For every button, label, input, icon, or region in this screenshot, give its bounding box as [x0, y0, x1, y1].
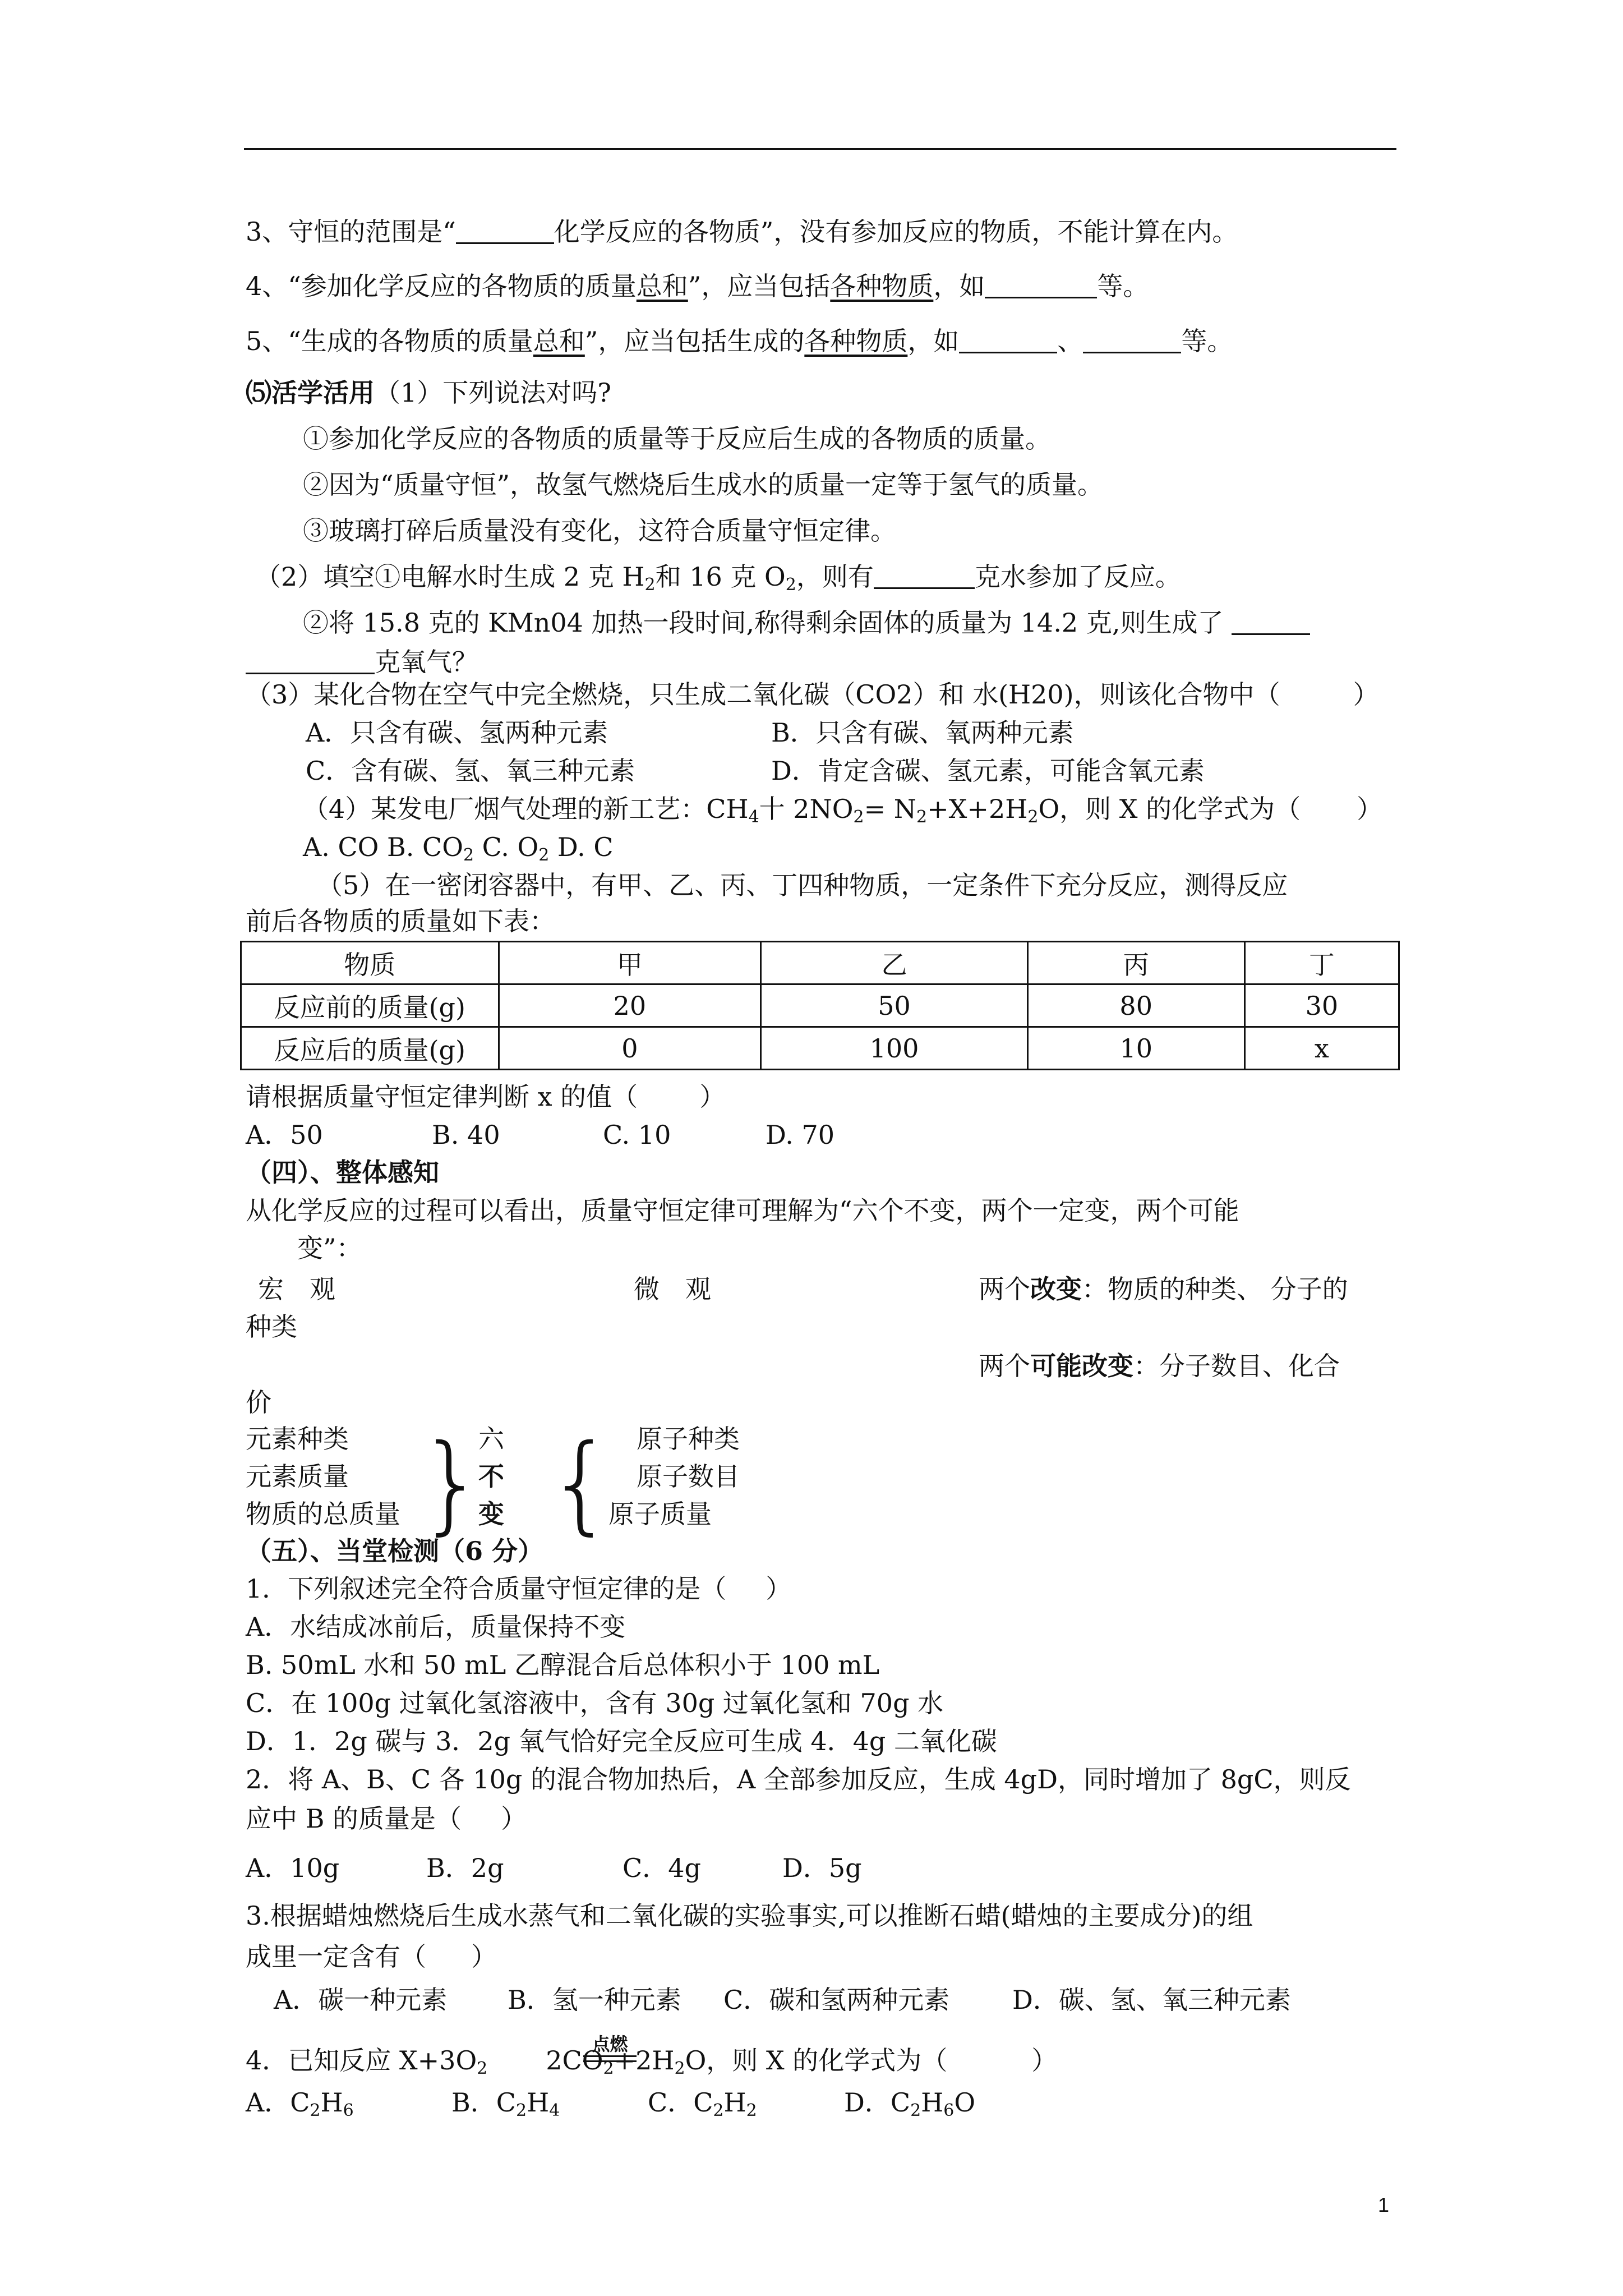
- s5-q2-line1: 2．将 A、B、C 各 10g 的混合物加热后，A 全部参加反应，生成 4gD，同时增加了 8gC，则反: [246, 1764, 1351, 1795]
- subscript: 2: [785, 575, 796, 595]
- q3-option-c[interactable]: C．含有碳、氢、氧三种元素: [306, 756, 635, 786]
- item-4-text-b: ”，应当包括: [688, 271, 831, 301]
- subscript: 2: [713, 2101, 724, 2120]
- item-4-underline-a: 总和: [636, 271, 688, 301]
- blank[interactable]: [246, 650, 375, 674]
- maybe-change-line: [979, 1349, 1340, 1383]
- subscript: 4: [748, 807, 759, 827]
- s5-q4-option-a[interactable]: [246, 2086, 354, 2119]
- header-rule: [244, 148, 1396, 150]
- s5-q1-option-c[interactable]: C．在 100g 过氧化氢溶液中，含有 30g 过氧化氢和 70g 水: [246, 1688, 944, 1718]
- q3-close: ）: [1353, 679, 1379, 710]
- s5-q3-option-d[interactable]: D．碳、氢、氧三种元素: [1012, 1985, 1291, 2015]
- right-brace-icon: }: [418, 1421, 486, 1545]
- opt-text: B．C: [451, 2087, 516, 2118]
- x-option-d[interactable]: D. 70: [766, 1120, 835, 1150]
- subscript: 2: [916, 807, 928, 827]
- item-3: [246, 215, 1238, 249]
- opt-text: C．C: [648, 2087, 713, 2118]
- q2b-text: ②将 15.8 克的 KMn04 加热一段时间,称得剩余固体的质量为 14.2 克,则生成了: [303, 608, 1224, 638]
- maybe-pre: 两个: [979, 1351, 1030, 1381]
- opt-text: H: [723, 2087, 746, 2118]
- item-3-text-a: 3、守恒的范围是“: [246, 217, 456, 247]
- q3-option-d[interactable]: D．肯定含碳、氢元素，可能含氧元素: [771, 756, 1205, 786]
- q4-text-d: +X+2H: [927, 794, 1028, 824]
- subscript: 2: [644, 575, 656, 595]
- s5-q1-option-d[interactable]: D．1．2g 碳与 3．2g 氧气恰好完全反应可生成 4．4g 二氧化碳: [246, 1726, 997, 1756]
- table-row: [241, 1027, 1399, 1070]
- table-cell: 50: [761, 984, 1027, 1027]
- maybe-cont: 价: [246, 1387, 271, 1418]
- q2a-text-c: ，则有: [796, 562, 874, 592]
- opt-text: A．C: [246, 2087, 310, 2118]
- subscript: 2: [516, 2101, 527, 2120]
- practice-q5-line2: 前后各物质的质量如下表：: [246, 906, 555, 936]
- q3-option-b[interactable]: B．只含有碳、氧两种元素: [771, 717, 1074, 748]
- q4-options-b: C. O: [474, 832, 539, 862]
- subscript: 6: [343, 2101, 354, 2120]
- table-cell: x: [1244, 1027, 1399, 1070]
- subscript: 4: [549, 2101, 560, 2120]
- item-5-text-b: ”，应当包括生成的: [584, 326, 805, 356]
- s5-q4-option-b[interactable]: [451, 2086, 560, 2119]
- s5-q1-stem: [246, 1572, 791, 1605]
- change-pre: 两个: [979, 1274, 1030, 1304]
- table-header-cell: 丙: [1027, 942, 1244, 984]
- s5-q4-close: ）: [1031, 2045, 1058, 2076]
- s5-q4-text-d: O，则 X 的化学式为（: [685, 2045, 948, 2076]
- practice-q1: （1）下列说法对吗?: [375, 378, 611, 408]
- opt-text: D．C: [844, 2087, 911, 2118]
- practice-heading: ⑸活学活用: [246, 378, 375, 408]
- x-option-a[interactable]: A．50: [246, 1120, 323, 1150]
- q2b-cont: 克氧气？: [375, 647, 478, 677]
- practice-q1-line: [246, 376, 611, 409]
- item-5-text-c: ，如: [907, 326, 960, 356]
- ask-text: 请根据质量守恒定律判断 x 的值（: [246, 1082, 638, 1112]
- s5-q4-text-a: 4．已知反应 X+3O: [246, 2045, 477, 2076]
- q4-text-e: O，则 X 的化学式为（: [1038, 794, 1301, 824]
- after-table-ask: [246, 1080, 725, 1114]
- s5-q3-option-c[interactable]: C．碳和氢两种元素: [723, 1985, 950, 2015]
- q4-options-a: A. CO B. CO: [303, 832, 463, 862]
- table-header-cell: 丁: [1244, 942, 1399, 984]
- left-item: 元素种类: [246, 1424, 349, 1454]
- item-5-text-d: 等。: [1181, 326, 1233, 356]
- subscript: 2: [1027, 807, 1039, 827]
- s5-q2-line2: [246, 1802, 527, 1835]
- subscript: 2: [674, 2059, 685, 2078]
- statement-2: ②因为“质量守恒”，故氢气燃烧后生成水的质量一定等于氢气的质量。: [303, 470, 1104, 500]
- statement-3: ③玻璃打碎后质量没有变化，这符合质量守恒定律。: [303, 516, 896, 546]
- subscript: 2: [463, 845, 474, 865]
- s5-q4-option-d[interactable]: [844, 2086, 975, 2119]
- item-5: [246, 324, 1233, 358]
- table-cell: 20: [499, 984, 761, 1027]
- change-post: ：物质的种类、 分子的: [1082, 1274, 1348, 1304]
- subscript: 2: [538, 845, 550, 865]
- statement-1: ①参加化学反应的各物质的质量等于反应后生成的各物质的质量。: [303, 424, 1051, 454]
- subscript: 2: [477, 2059, 488, 2078]
- s5-q2-option-d[interactable]: D．5g: [782, 1853, 862, 1883]
- opt-text: H: [527, 2087, 550, 2118]
- q2a-text-a: （2）填空①电解水时生成 2 克 H: [255, 562, 645, 592]
- table-header-cell: 物质: [241, 942, 499, 984]
- x-option-c[interactable]: C. 10: [603, 1120, 671, 1150]
- q2a-text-d: 克水参加了反应。: [974, 562, 1181, 592]
- q3-stem: （3）某化合物在空气中完全燃烧，只生成二氧化碳（CO2）和 水(H20)，则该化合物中（: [246, 679, 1280, 710]
- center-item: 变: [478, 1499, 504, 1529]
- left-brace-icon: {: [547, 1421, 615, 1545]
- subscript: 2: [853, 807, 864, 827]
- opt-text: O: [954, 2087, 976, 2118]
- practice-q3-stem: [246, 678, 1379, 711]
- micro-label: 微 观: [634, 1274, 711, 1304]
- s5-q4-text-b: 2CO: [546, 2045, 603, 2076]
- item-4-text-a: 4、“参加化学反应的各物质的质量: [246, 271, 637, 301]
- q4-options-c: D. C: [549, 832, 614, 862]
- table-cell: 反应前的质量(g): [241, 984, 499, 1027]
- s5-q4-stem: [246, 2044, 1057, 2077]
- left-item: 元素质量: [246, 1461, 349, 1492]
- s5-q4-option-c[interactable]: [648, 2086, 757, 2119]
- item-5-text-a: 5、“生成的各物质的质量: [246, 326, 533, 356]
- opt-text: H: [320, 2087, 343, 2118]
- maybe-post: ：分子数目、化合: [1133, 1351, 1340, 1381]
- item-5-sep: 、: [1057, 326, 1083, 356]
- practice-q5-line1: （5）在一密闭容器中，有甲、乙、丙、丁四种物质，一定条件下充分反应，测得反应: [317, 870, 1288, 900]
- subscript: 2: [910, 2101, 921, 2120]
- mass-table: [240, 941, 1400, 1070]
- definite-change-line: [979, 1272, 1348, 1306]
- practice-q2b: [303, 606, 1310, 639]
- maybe-bold: 可能改变: [1030, 1351, 1133, 1381]
- change-cont: 种类: [246, 1312, 297, 1342]
- blank[interactable]: [985, 274, 1097, 298]
- item-4-underline-b: 各种物质: [830, 271, 934, 301]
- center-item: 六: [478, 1424, 504, 1454]
- table-cell: 反应后的质量(g): [241, 1027, 499, 1070]
- s5-q1-option-b[interactable]: B. 50mL 水和 50 mL 乙醇混合后总体积小于 100 mL: [246, 1650, 880, 1680]
- table-cell: 100: [761, 1027, 1027, 1070]
- table-cell: 80: [1027, 984, 1244, 1027]
- table-cell: 0: [499, 1027, 761, 1070]
- blank[interactable]: [874, 565, 975, 589]
- macro-label: 宏 观: [258, 1274, 335, 1304]
- s5-q4-text-c: +2H: [614, 2045, 675, 2076]
- right-item: 原子质量: [608, 1499, 712, 1529]
- center-item: 不: [478, 1461, 504, 1492]
- s5-q2-close: ）: [501, 1803, 527, 1834]
- table-cell: 30: [1244, 984, 1399, 1027]
- item-3-text-b: 化学反应的各物质”，没有参加反应的物质，不能计算在内。: [554, 217, 1238, 247]
- table-header-cell: 乙: [761, 942, 1027, 984]
- right-item: 原子数目: [637, 1461, 740, 1492]
- subscript: 2: [746, 2101, 757, 2120]
- item-4: [246, 269, 1149, 303]
- s5-q3-line2: [246, 1940, 497, 1973]
- practice-q2a: [255, 560, 1181, 593]
- practice-q4-stem: [303, 792, 1382, 826]
- ask-close: ）: [699, 1082, 726, 1112]
- blank[interactable]: [1232, 611, 1310, 635]
- table-header-cell: 甲: [499, 942, 761, 984]
- s5-q3-option-b[interactable]: B．氢一种元素: [508, 1985, 681, 2015]
- change-bold: 改变: [1030, 1274, 1082, 1304]
- condition-label: 点燃: [592, 2033, 628, 2055]
- blank[interactable]: [456, 220, 554, 244]
- q4-close: ）: [1357, 794, 1383, 824]
- q4-text-b: 十 2NO: [759, 794, 854, 824]
- subscript: 2: [603, 2059, 614, 2078]
- blank[interactable]: [959, 329, 1057, 353]
- item-5-underline-b: 各种物质: [804, 326, 908, 356]
- subscript: 6: [943, 2101, 955, 2120]
- s5-q3-text: 成里一定含有（: [246, 1941, 426, 1972]
- section-4-heading: （四）、整体感知: [246, 1157, 439, 1188]
- page-number: 1: [1378, 2193, 1390, 2216]
- practice-q4-options[interactable]: [303, 830, 614, 864]
- s5-q1-text: 1．下列叙述完全符合质量守恒定律的是（: [246, 1573, 727, 1604]
- q2a-text-b: 和 16 克 O: [655, 562, 786, 592]
- table-row: [241, 984, 1399, 1027]
- q3-option-a[interactable]: A．只含有碳、氢两种元素: [306, 717, 608, 748]
- subscript: 2: [310, 2101, 321, 2120]
- right-item: 原子种类: [637, 1424, 740, 1454]
- s5-q1-option-a[interactable]: A．水结成冰前后，质量保持不变: [246, 1612, 626, 1642]
- blank[interactable]: [1083, 329, 1181, 353]
- s5-q2-option-c[interactable]: C．4g: [623, 1853, 701, 1883]
- item-4-text-d: 等。: [1097, 271, 1149, 301]
- q4-text-a: （4）某发电厂烟气处理的新工艺：CH: [303, 794, 749, 824]
- x-option-b[interactable]: B. 40: [432, 1120, 500, 1150]
- left-item: 物质的总质量: [246, 1499, 400, 1529]
- s5-q2-text: 应中 B 的质量是（: [246, 1803, 462, 1834]
- item-4-text-c: ，如: [933, 271, 985, 301]
- s5-q3-option-a[interactable]: A．碳一种元素: [274, 1985, 448, 2015]
- opt-text: H: [921, 2087, 944, 2118]
- item-5-underline-a: 总和: [533, 326, 585, 356]
- table-header-row: [241, 942, 1399, 984]
- s5-q1-close: ）: [766, 1573, 792, 1604]
- section-4-line1: 从化学反应的过程可以看出，质量守恒定律可理解为“六个不变，两个一定变，两个可能: [246, 1195, 1239, 1226]
- section-4-line2: 变”：: [297, 1233, 362, 1263]
- s5-q2-option-a[interactable]: A．10g: [246, 1853, 340, 1883]
- s5-q3-close: ）: [471, 1941, 497, 1972]
- table-cell: 10: [1027, 1027, 1244, 1070]
- s5-q2-option-b[interactable]: B．2g: [426, 1853, 504, 1883]
- section-5-heading: （五）、当堂检测（6 分）: [246, 1536, 544, 1566]
- practice-q2b-cont: [246, 645, 478, 679]
- q4-text-c: = N: [864, 794, 917, 824]
- s5-q3-line1: 3.根据蜡烛燃烧后生成水蒸气和二氧化碳的实验事实,可以推断石蜡(蜡烛的主要成分)的组: [246, 1901, 1253, 1931]
